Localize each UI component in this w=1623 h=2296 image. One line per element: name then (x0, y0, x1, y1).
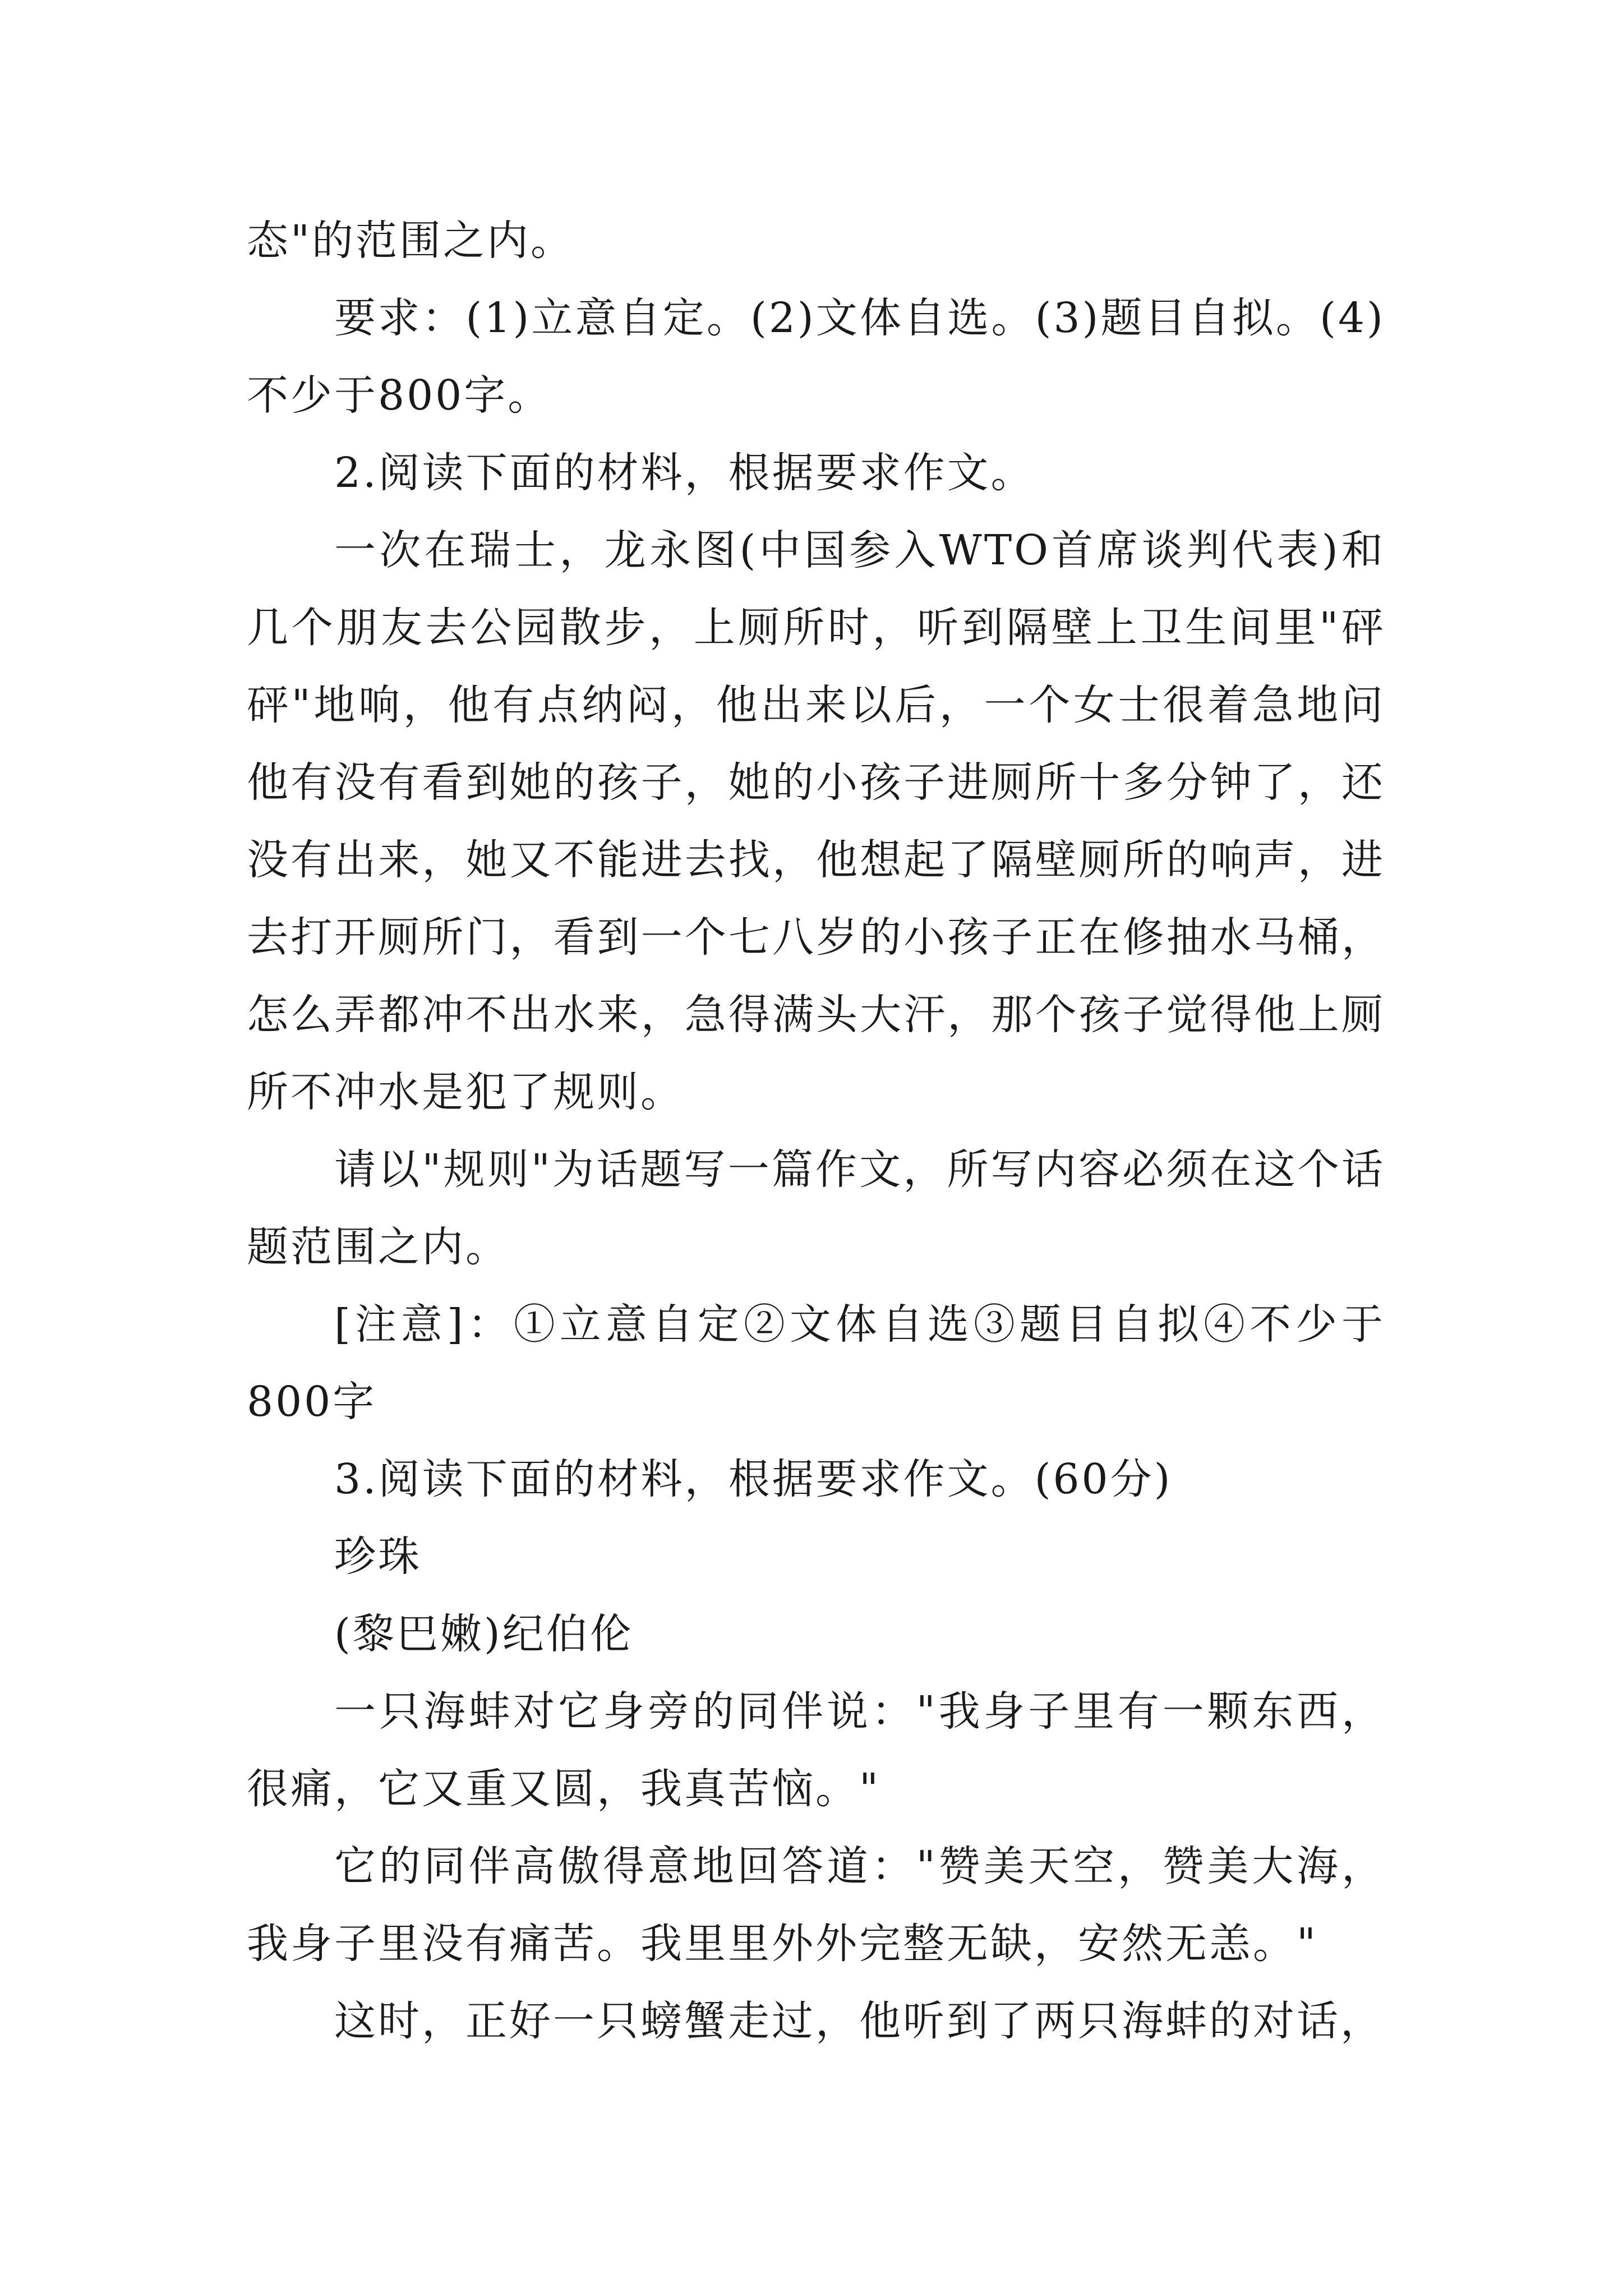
paragraph-question-2: 2.阅读下面的材料，根据要求作文。 (334, 449, 1035, 497)
paragraph-story-1: 一只海蚌对它身旁的同伴说："我身子里有一颗东西，很痛，它又重又圆，我真苦恼。" (247, 1687, 1385, 1813)
poem-author: (黎巴嫩)纪伯伦 (334, 1610, 634, 1658)
paragraph-question-3: 3.阅读下面的材料，根据要求作文。(60分) (334, 1455, 1173, 1503)
poem-title: 珍珠 (334, 1533, 422, 1581)
paragraph-continuation: 态"的范围之内。 (247, 217, 575, 265)
body-text (247, 202, 1385, 2060)
paragraph-material: 一次在瑞士，龙永图(中国参入WTO首席谈判代表)和几个朋友去公园散步，上厕所时，听到隔壁上卫生间里"砰砰"地响，他有点纳闷，他出来以后，一个女士很着急地问他有没有看到她的孩子，她的小孩子进厕所十多分钟了，还没有出来，她又不能进去找，他想起了隔壁厕所的响声，进去打开厕所门，看到一个七八岁的小孩子正在修抽水马桶，怎么弄都冲不出水来，急得满头大汗，那个孩子觉得他上厕所不冲水是犯了规则。 (247, 526, 1385, 1116)
paragraph-topic-prompt: 请以"规则"为话题写一篇作文，所写内容必须在这个话题范围之内。 (247, 1145, 1385, 1271)
paragraph-notice: [注意]：①立意自定②文体自选③题目自拟④不少于800字 (247, 1300, 1385, 1426)
paragraph-story-2: 它的同伴高傲得意地回答道："赞美天空，赞美大海，我身子里没有痛苦。我里里外外完整无缺，安然无恙。" (247, 1842, 1385, 1968)
paragraph-story-3: 这时，正好一只螃蟹走过，他听到了两只海蚌的对话， (334, 1997, 1384, 2045)
paragraph-requirements: 要求：(1)立意自定。(2)文体自选。(3)题目自拟。(4)不少于800字。 (247, 294, 1385, 420)
